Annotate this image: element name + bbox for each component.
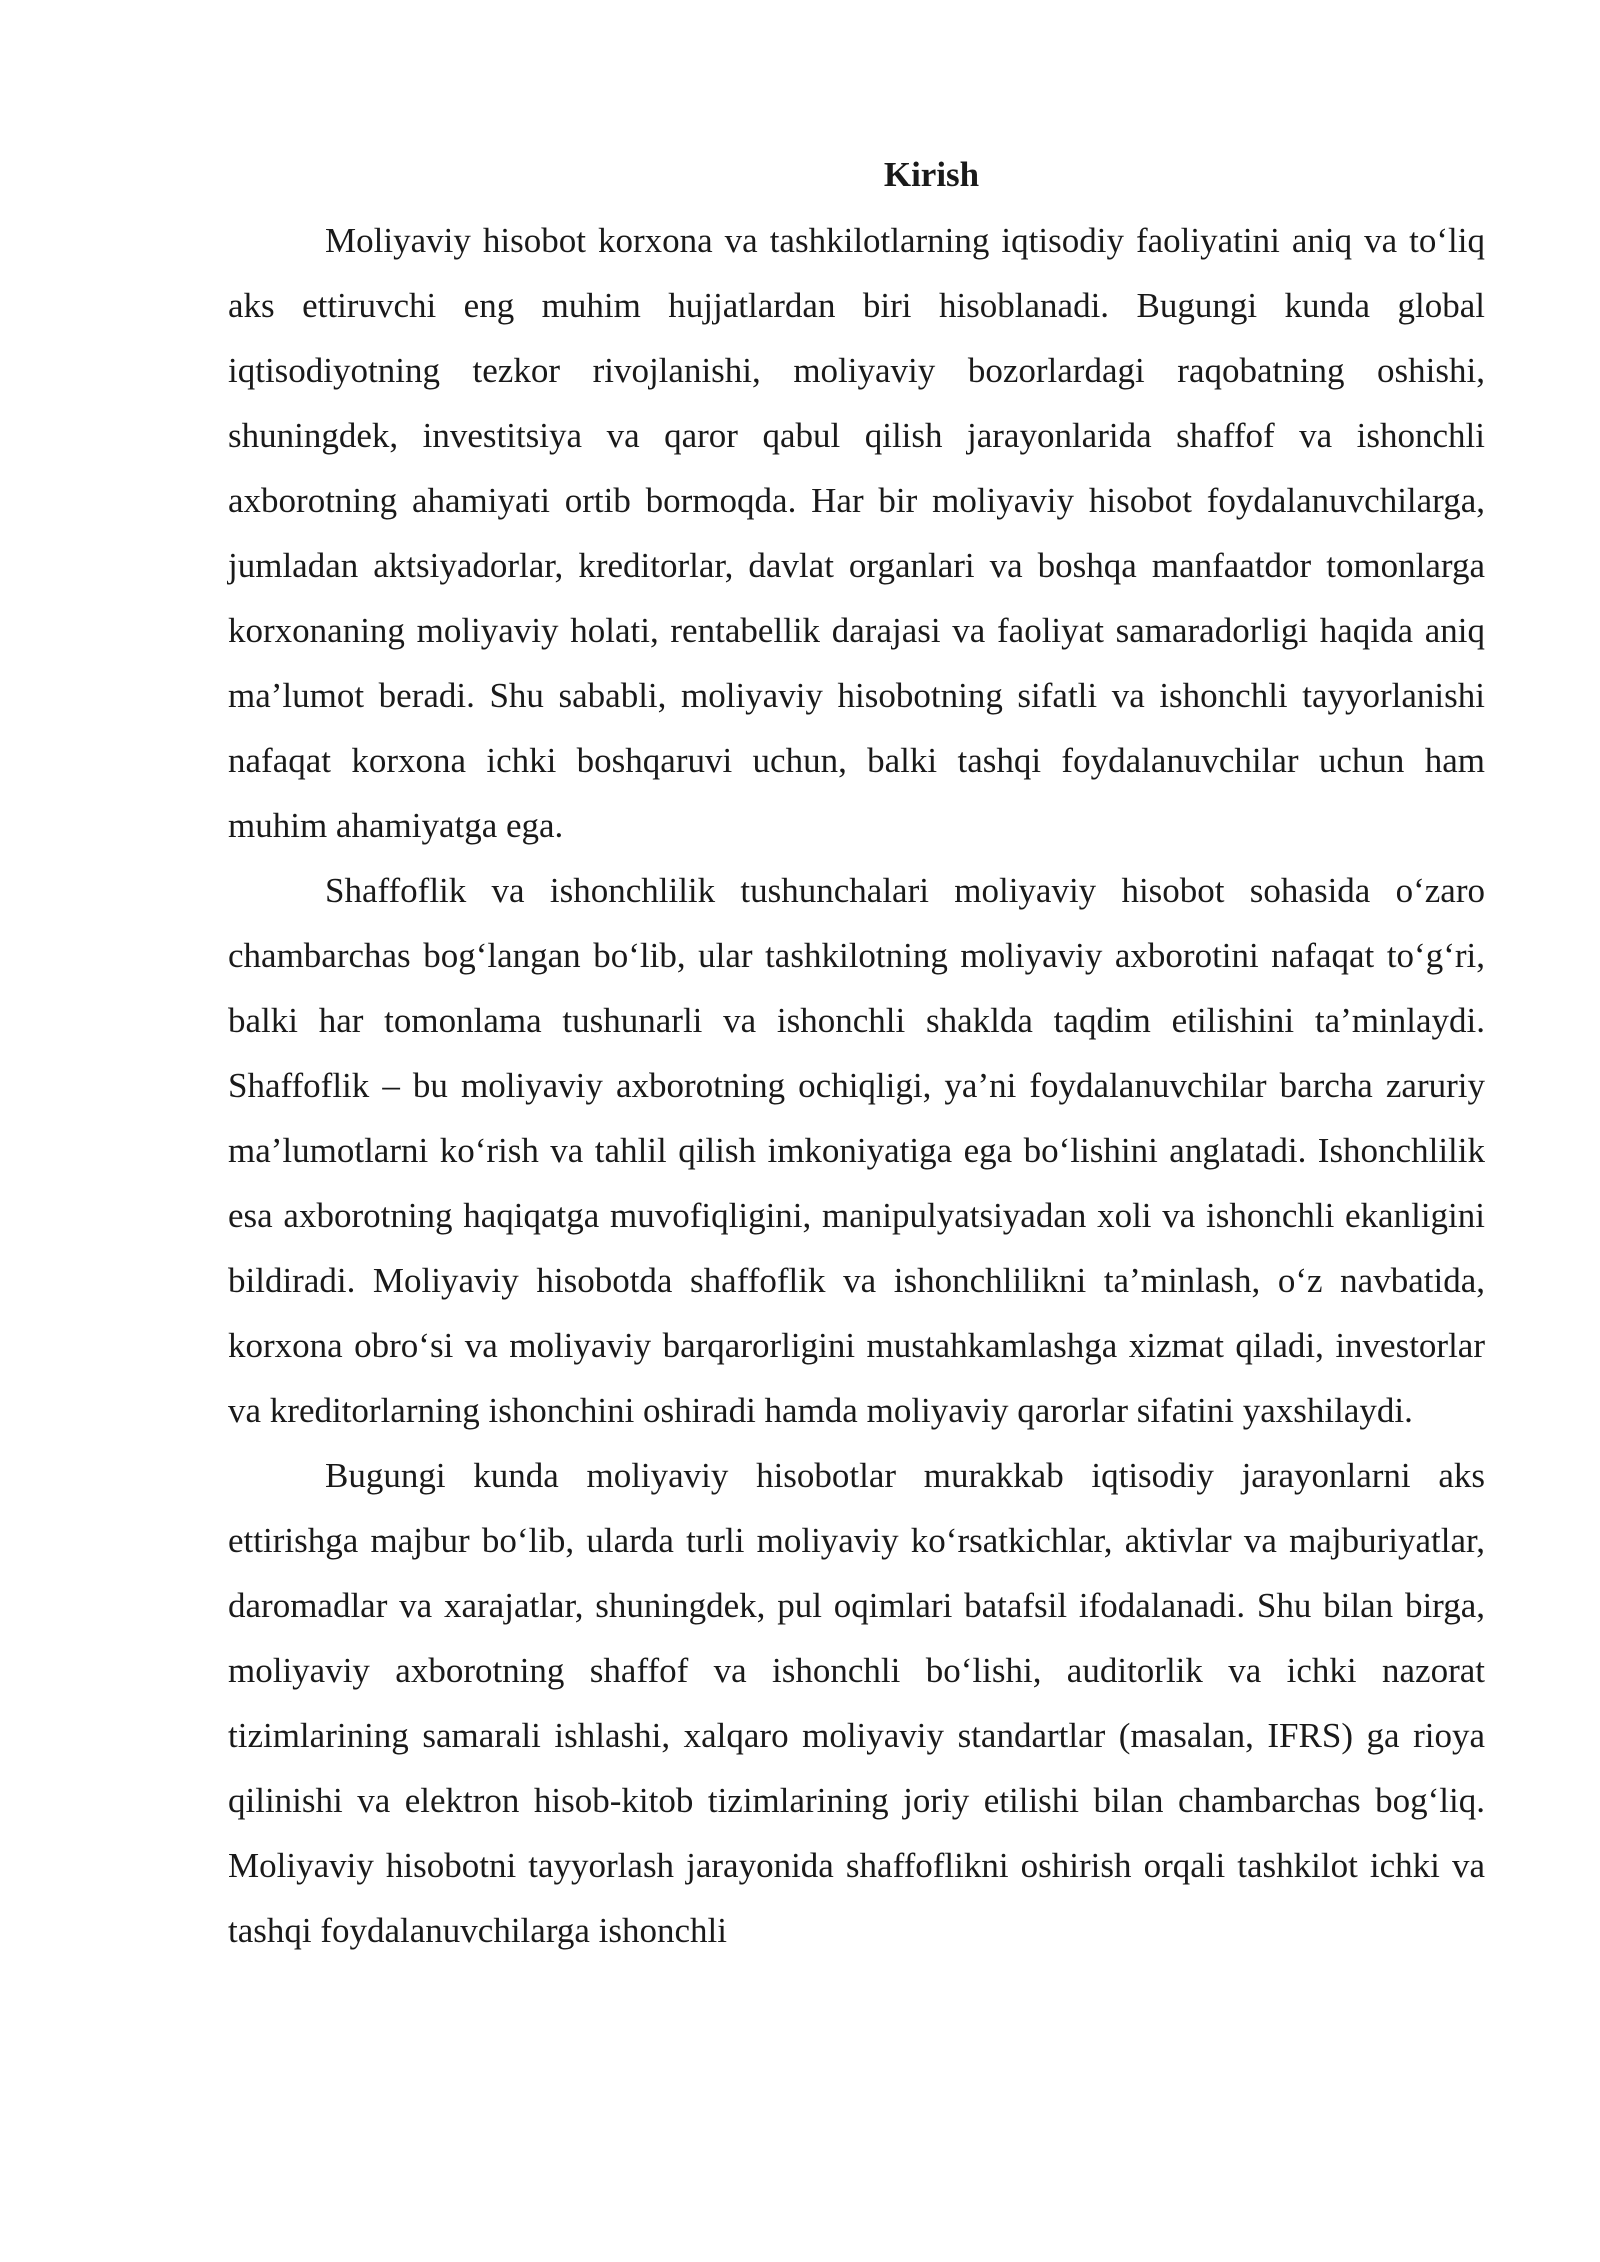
paragraph-3: Bugungi kunda moliyaviy hisobotlar murakkab iqtisodiy jarayonlarni aks ettirishga majbur bo‘lib, ularda turli moliyaviy ko‘rsatkichlar, aktivlar va majburiyatlar, daromadlar va xarajatlar, shuningdek, pul oqimlari batafsil ifodalanadi. Shu bilan birga, moliyaviy axborotning shaffof va ishonchli bo‘lishi, auditorlik va ichki nazorat tizimlarining samarali ishlashi, xalqaro moliyaviy standartlar (masalan, IFRS) ga rioya qilinishi va elektron hisob-kitob tizimlarining joriy etilishi bilan chambarchas bog‘liq. Moliyaviy hisobotni tayyorlash jarayonida shaffoflikni oshirish orqali tashkilot ichki va tashqi foydalanuvchilarga ishonchli [228, 1456, 1485, 1950]
paragraph-2: Shaffoflik va ishonchlilik tushunchalari moliyaviy hisobot sohasida o‘zaro chambarchas bog‘langan bo‘lib, ular tashkilotning moliyaviy axborotini nafaqat to‘g‘ri, balki har tomonlama tushunarli va ishonchli shaklda taqdim etilishini ta’minlaydi. Shaffoflik – bu moliyaviy axborotning ochiqligi, ya’ni foydalanuvchilar barcha zaruriy ma’lumotlarni ko‘rish va tahlil qilish imkoniyatiga ega bo‘lishini anglatadi. Ishonchlilik esa axborotning haqiqatga muvofiqligini, manipulyatsiyadan xoli va ishonchli ekanligini bildiradi. Moliyaviy hisobotda shaffoflik va ishonchlilikni ta’minlash, o‘z navbatida, korxona obro‘si va moliyaviy barqarorligini mustahkamlashga xizmat qiladi, investorlar va kreditorlarning ishonchini oshiradi hamda moliyaviy qarorlar sifatini yaxshilaydi. [228, 871, 1485, 1430]
paragraph-1: Moliyaviy hisobot korxona va tashkilotlarning iqtisodiy faoliyatini aniq va to‘liq aks ettiruvchi eng muhim hujjatlardan biri hisoblanadi. Bugungi kunda global iqtisodiyotning tezkor rivojlanishi, moliyaviy bozorlardagi raqobatning oshishi, shuningdek, investitsiya va qaror qabul qilish jarayonlarida shaffof va ishonchli axborotning ahamiyati ortib bormoqda. Har bir moliyaviy hisobot foydalanuvchilarga, jumladan aktsiyadorlar, kreditorlar, davlat organlari va boshqa manfaatdor tomonlarga korxonaning moliyaviy holati, rentabellik darajasi va faoliyat samaradorligi haqida aniq ma’lumot beradi. Shu sababli, moliyaviy hisobotning sifatli va ishonchli tayyorlanishi nafaqat korxona ichki boshqaruvi uchun, balki tashqi foydalanuvchilar uchun ham muhim ahamiyatga ega. [228, 221, 1485, 845]
document-body [228, 150, 1485, 1963]
section-heading: Kirish [883, 155, 980, 194]
